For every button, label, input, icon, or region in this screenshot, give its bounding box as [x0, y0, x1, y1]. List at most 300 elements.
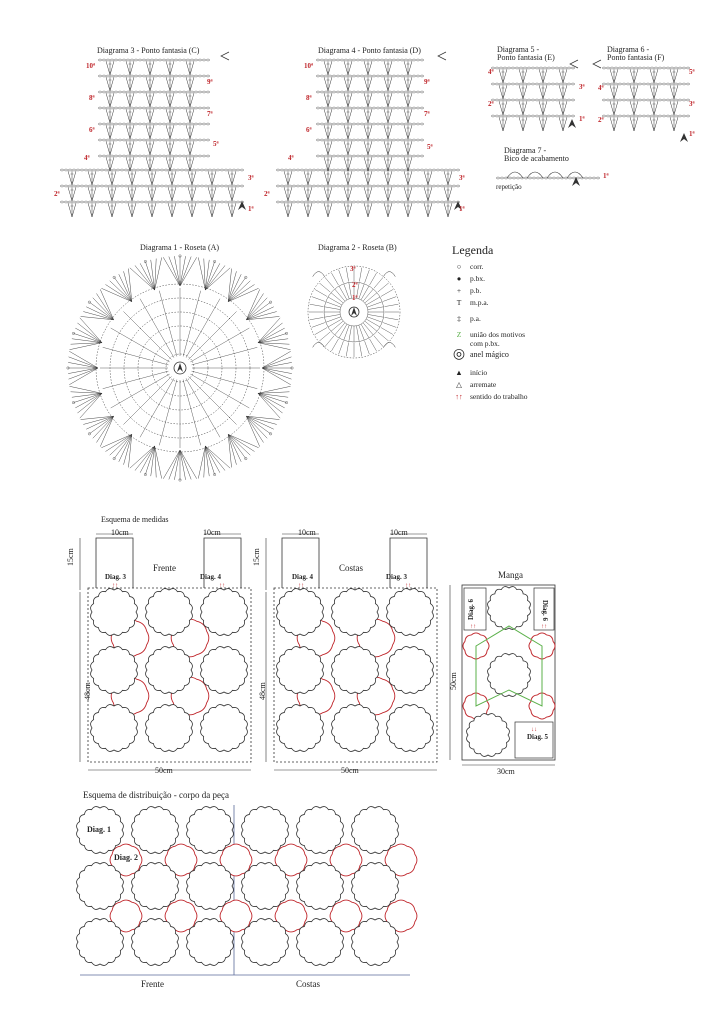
- rosette-a-fan: [72, 393, 102, 397]
- rosette-b-corner: [313, 342, 325, 347]
- diagram-4-chart-base-chain: [328, 185, 331, 187]
- diagram-4-chart-base-stitch: [448, 171, 452, 185]
- diagram-4-chart-chain: [364, 107, 367, 109]
- diagram-3-chart-chain: [142, 59, 145, 61]
- rosette-b-spoke: [326, 302, 341, 307]
- diagram-4-chart-stitch: [408, 109, 412, 123]
- diagram-3-chart-base-chain: [168, 185, 171, 187]
- rosette-a-fan: [228, 434, 231, 467]
- diagram-3-chart-base-chain: [144, 185, 147, 187]
- diagram-7-chain: [560, 177, 563, 179]
- diagram-4-chart-stitch: [364, 93, 368, 107]
- diagram-4-chart-base-stitch: [304, 187, 308, 201]
- diagram-3-chart-chain: [122, 59, 125, 61]
- diagram-7-chain: [532, 177, 535, 179]
- diagram-4-chart-chain: [392, 139, 395, 141]
- distribution-rosette-a: [187, 807, 234, 854]
- diagram-4-chart-chain: [396, 155, 399, 157]
- diagram-3-chart-chain: [106, 91, 109, 93]
- diagram-5-chart-chain: [519, 83, 522, 85]
- diagram-5-chart-stitch: [499, 101, 503, 115]
- d3-row-8: 8ª: [89, 94, 95, 102]
- diagram-3-chart-stitch: [166, 77, 170, 91]
- diagram-3-chart-chain: [138, 139, 141, 141]
- diagram-3-chart-chain: [106, 59, 109, 61]
- rosette-a-fan: [246, 416, 279, 419]
- diagram-4-chart-base-chain: [284, 185, 287, 187]
- diagram-3-chart-chain: [194, 75, 197, 77]
- diagram-4-chart-base-stitch: [444, 203, 448, 217]
- rosette-a-fan: [246, 416, 267, 438]
- diagram-4-chart-stitch: [368, 141, 372, 155]
- diagram-4-chart-stitch: [328, 109, 332, 123]
- diagram-4-chart-base-stitch: [368, 171, 372, 185]
- diagram-5-chart-chain: [531, 115, 534, 117]
- rosette-b-spoke: [366, 319, 380, 327]
- diagram-4-chart-chain: [324, 91, 327, 93]
- diagram-6-chart-stitch: [650, 117, 654, 131]
- diagram-3-chart-chain: [206, 139, 209, 141]
- diagram-4-title: Diagrama 4 - Ponto fantasia (D): [318, 46, 421, 55]
- diagram-3-chart-base-chain: [164, 169, 167, 171]
- diagram-4-chart-chain: [384, 91, 387, 93]
- diagram-3-chart-stitch: [170, 141, 174, 155]
- diagram-4-chart-base-chain: [312, 201, 315, 203]
- diagram-4-chart-base-chain: [436, 201, 439, 203]
- legend-text: arremate: [470, 380, 497, 389]
- diagram-4-chart-base-chain: [424, 201, 427, 203]
- diagram-6-chart-chain: [678, 83, 681, 85]
- diagram-4-chart-stitch: [348, 109, 352, 123]
- diagram-4-chart-stitch: [344, 141, 348, 155]
- diagram-3-chart-chain: [106, 75, 109, 77]
- start-arrow-icon: [572, 177, 580, 186]
- diagram-4-chart-base-stitch: [324, 203, 328, 217]
- diagram-5-chart-chain: [563, 115, 566, 117]
- diagram-3-chart-base-chain: [216, 169, 219, 171]
- diagram-5-chart-chain: [499, 83, 502, 85]
- diagram-3-chart-base-stitch: [108, 171, 112, 185]
- diagram-5-chart-stitch: [499, 117, 503, 131]
- diagram-4-chart-chain: [344, 59, 347, 61]
- diagram-4-chart-chain: [392, 75, 395, 77]
- diagram-4-chart-base-chain: [452, 185, 455, 187]
- diagram-3-chart-base-stitch: [152, 171, 156, 185]
- rosette-a-picot: [113, 276, 115, 278]
- diagram-3-chart-chain: [146, 123, 149, 125]
- diagram-3-chart-base-stitch: [188, 171, 192, 185]
- rosette-a-fan: [93, 416, 114, 438]
- diagram-3-chart-base-chain: [224, 185, 227, 187]
- diagram-3-chart-chain: [182, 59, 185, 61]
- diagram-3-chart-stitch: [190, 93, 194, 107]
- finish-arrow-icon: [593, 60, 601, 68]
- d3-row-5: 5ª: [213, 140, 219, 148]
- diagram-3-chart-chain: [130, 123, 133, 125]
- diagram-3-chart-chain: [202, 155, 205, 157]
- diagram-3-chart-base-chain: [112, 169, 115, 171]
- diagram-4-chart-base-stitch: [364, 203, 368, 217]
- diagram-4-chart-chain: [336, 155, 339, 157]
- rosette-b-spoke: [332, 273, 339, 285]
- rosette-b-spoke: [374, 278, 383, 289]
- diagram-4-chart-base-chain: [316, 185, 319, 187]
- diagram-5-chart-chain: [527, 83, 530, 85]
- diagram-7-chain: [520, 177, 523, 179]
- diagram-6-chart-chain: [622, 115, 625, 117]
- diagram-4-chart-chain: [420, 107, 423, 109]
- rosette-a-fan: [258, 392, 289, 394]
- diagram-3-chart-chain: [206, 155, 209, 157]
- diagram-4-chart-stitch: [344, 77, 348, 91]
- diagram-3-chart-base-stitch: [192, 203, 196, 217]
- diagram-3-chart-base-chain: [156, 201, 159, 203]
- diagram-4-chart-chain: [332, 59, 335, 61]
- diagram-5-chart-chain: [559, 99, 562, 101]
- rosette-a-picot: [213, 260, 215, 262]
- diagram-5-chart-chain: [491, 83, 494, 85]
- diagram-4-chart-base-chain: [432, 201, 435, 203]
- join-icon: Z: [456, 330, 462, 339]
- diagram-3-chart-chain: [170, 139, 173, 141]
- rosette-a-spoke: [123, 311, 171, 359]
- diagram-4-chart-stitch: [408, 93, 412, 107]
- d6-row-2: 2ª: [598, 116, 604, 124]
- diagram-4-chart-base-chain: [280, 185, 283, 187]
- diagram-3-chart-stitch: [146, 125, 150, 139]
- diagram-4-chart-chain: [340, 123, 343, 125]
- start-arrow-icon: [238, 201, 246, 210]
- diagram-4-chart-base-stitch: [384, 187, 388, 201]
- diagram-3-chart-stitch: [186, 125, 190, 139]
- diagram-4-chart-stitch: [324, 77, 328, 91]
- diagram-3-chart-stitch: [106, 109, 110, 123]
- diagram-4-chart-chain: [388, 107, 391, 109]
- diagram-3-chart-chain: [98, 155, 101, 157]
- diagram-3-chart-base-chain: [224, 201, 227, 203]
- diagram-3-chart-chain: [126, 139, 129, 141]
- rosette-b-spoke: [320, 283, 331, 292]
- diagram-4-chart-base-stitch: [428, 171, 432, 185]
- diagram-3-chart-chain: [146, 139, 149, 141]
- d6-row-1: 1ª: [689, 130, 695, 138]
- rosette-b-spoke: [339, 286, 347, 300]
- diagram-5-chart-chain: [507, 83, 510, 85]
- diagram-3-chart-base-chain: [212, 185, 215, 187]
- diagram-3-chart-base-chain: [220, 201, 223, 203]
- diagram-4-chart-base-stitch: [304, 203, 308, 217]
- d3-row-10: 10ª: [86, 62, 96, 70]
- d3-row-6: 6ª: [89, 126, 95, 134]
- diagram-3-chart-chain: [138, 75, 141, 77]
- diagram-6-title-line1: Diagrama 6 -: [607, 45, 650, 54]
- diagram-4-chart-stitch: [348, 141, 352, 155]
- rosette-b-spoke: [361, 324, 369, 338]
- half-double-icon: T: [456, 298, 462, 307]
- diagram-3-chart-chain: [126, 107, 129, 109]
- rosette-b-spoke: [332, 339, 339, 351]
- d5-row-4: 4ª: [488, 68, 494, 76]
- diagram-6-chart-chain: [610, 115, 613, 117]
- diagram-6-chart-stitch: [634, 101, 638, 115]
- measures-title: Esquema de medidas: [101, 515, 169, 524]
- diagram-3-chart-chain: [142, 139, 145, 141]
- diagram-6-chart-chain: [650, 67, 653, 69]
- diagram-3-chart-base-chain: [148, 185, 151, 187]
- diagram-5-chart-chain: [571, 83, 574, 85]
- rosette-b-spoke: [310, 304, 324, 306]
- diagram-3-chart-base-chain: [68, 185, 71, 187]
- diagram-4-chart-chain: [320, 59, 323, 61]
- diagram-3-chart-stitch: [130, 61, 134, 75]
- diagram-5-chart-chain: [495, 67, 498, 69]
- manga-diag-6-left: Diag. 6: [467, 599, 475, 620]
- rosette-a-fan: [151, 446, 155, 476]
- diagram-4-chart-chain: [368, 123, 371, 125]
- diagram-3-chart-chain: [190, 75, 193, 77]
- diagram-3-chart-base-stitch: [128, 187, 132, 201]
- diagram-4-chart-chain: [380, 155, 383, 157]
- distribution-frente: Frente: [141, 979, 164, 989]
- diagram-3-chart-base-stitch: [228, 187, 232, 201]
- rosette-a-fan: [81, 416, 114, 419]
- diagram-5-chart-chain: [507, 115, 510, 117]
- diagram-4-chart-base-chain: [380, 201, 383, 203]
- diagram-4-chart-base-stitch: [404, 203, 408, 217]
- diagram-4-chart-base-chain: [420, 169, 423, 171]
- diagram-4-chart-base-chain: [420, 201, 423, 203]
- diagram-3-chart-chain: [130, 91, 133, 93]
- frente-panel-rosette-a: [201, 705, 248, 752]
- diagram-4-chart-base-chain: [452, 169, 455, 171]
- diagram-5-chart-chain: [507, 99, 510, 101]
- diagram-4-chart-base-chain: [456, 169, 459, 171]
- legend-item-double-crochet: [452, 314, 528, 330]
- magic-ring-icon: ◎: [452, 347, 466, 362]
- diagram-4-chart-base-chain: [456, 185, 459, 187]
- rosette-b-spoke: [320, 332, 331, 341]
- diagram-4-chart-base-chain: [340, 169, 343, 171]
- diagram-7-chain: [540, 177, 543, 179]
- diagram-5-chart-chain: [499, 99, 502, 101]
- diagram-6-chart-stitch: [634, 117, 638, 131]
- diagram-4-chart-chain: [340, 155, 343, 157]
- rosette-a-fan: [69, 357, 98, 368]
- diagram-3-chart-base-chain: [232, 169, 235, 171]
- diagram-6-chart-stitch: [610, 117, 614, 131]
- diagram-3-chart-base-chain: [116, 201, 119, 203]
- diagram-4-chart-base-stitch: [444, 187, 448, 201]
- diagram-3-chart-chain: [162, 139, 165, 141]
- diagram-4-chart-base-chain: [400, 169, 403, 171]
- diagram-7-chain: [576, 177, 579, 179]
- diagram-3-chart-chain: [178, 91, 181, 93]
- costas-neck-width-right: 10cm: [390, 528, 408, 537]
- diagram-3-chart-base-chain: [192, 169, 195, 171]
- diagram-4-chart-stitch: [368, 77, 372, 91]
- rosette-b-spoke: [325, 278, 334, 289]
- diagram-4-chart-chain: [368, 75, 371, 77]
- diagram-4-chart-chain: [316, 123, 319, 125]
- rosette-a-fan: [205, 260, 209, 290]
- direction-icon: ↑↑: [455, 392, 463, 401]
- diagram-3-chart-chain: [110, 107, 113, 109]
- diagram-4-chart-chain: [336, 59, 339, 61]
- diagram-4-chart-chain: [392, 107, 395, 109]
- distribution-title: Esquema de distribuição - corpo da peça: [83, 790, 229, 800]
- diagram-4-chart-stitch: [384, 125, 388, 139]
- diagram-3-chart-chain: [186, 123, 189, 125]
- diagram-3-chart-chain: [114, 59, 117, 61]
- diagram-3-chart-base-chain: [76, 185, 79, 187]
- diagram-4-chart-chain: [360, 155, 363, 157]
- diagram-4-chart-base-chain: [388, 201, 391, 203]
- diagram-5-chart-chain: [555, 67, 558, 69]
- diagram-3-chart-chain: [154, 123, 157, 125]
- diagram-3-chart-chain: [102, 123, 105, 125]
- diagram-4-chart-chain: [412, 75, 415, 77]
- diagram-3-chart-base-stitch: [132, 187, 136, 201]
- diagram-4-chart-chain: [352, 139, 355, 141]
- diagram-3-chart-chain: [182, 139, 185, 141]
- diagram-4-chart-base-stitch: [404, 171, 408, 185]
- diagram-4-chart-chain: [412, 123, 415, 125]
- diagram-4-chart-chain: [352, 91, 355, 93]
- rosette-b-spoke: [315, 328, 327, 335]
- rosette-a-spoke: [192, 371, 258, 389]
- diagram-3-chart-chain: [134, 91, 137, 93]
- diagram-3-chart-chain: [174, 75, 177, 77]
- start-arrow-icon: [680, 133, 688, 142]
- diagram-3-chart-stitch: [126, 109, 130, 123]
- diagram-5-chart-chain: [547, 99, 550, 101]
- diagram-5-chart-chain: [551, 83, 554, 85]
- diagram-6-chart-chain: [666, 115, 669, 117]
- diagram-4-chart-chain: [372, 75, 375, 77]
- diagram-4-chart-base-stitch: [448, 203, 452, 217]
- legend-item-single-crochet: [452, 286, 528, 298]
- rosette-b-spoke: [335, 323, 345, 335]
- diagram-3-chart-chain: [170, 123, 173, 125]
- finish-arrow-icon: [438, 52, 446, 60]
- diagram-3-chart-base-chain: [88, 169, 91, 171]
- diagram-4-chart-chain: [400, 139, 403, 141]
- rosette-a-fan: [258, 339, 288, 343]
- diagram-4-chart-stitch: [368, 109, 372, 123]
- diagram-4-chart-base-stitch: [384, 171, 388, 185]
- diagram-4-chart-base-chain: [320, 201, 323, 203]
- diagram-4-chart-base-chain: [356, 185, 359, 187]
- diagram-3-chart-base-stitch: [88, 187, 92, 201]
- manga-rosette-a: [488, 587, 531, 630]
- diagram-6-chart-chain: [634, 115, 637, 117]
- diagram-5-chart-chain: [567, 83, 570, 85]
- diagram-3-chart-base-chain: [148, 201, 151, 203]
- diagram-4-chart-chain: [380, 59, 383, 61]
- diagram-4-chart-base-chain: [300, 201, 303, 203]
- diagram-3-chart-chain: [146, 155, 149, 157]
- diagram-4-chart-base-chain: [328, 169, 331, 171]
- manga-height-50: 50cm: [449, 672, 458, 690]
- diagram-6-chart-chain: [614, 115, 617, 117]
- diagram-5-chart-chain: [563, 83, 566, 85]
- diagram-6-chart-stitch: [634, 69, 638, 83]
- diagram-5-chart-chain: [571, 67, 574, 69]
- diagram-3-chart-base-chain: [92, 169, 95, 171]
- diagram-5-chart-chain: [523, 115, 526, 117]
- diagram-3-chart-base-chain: [196, 201, 199, 203]
- rosette-a-fan: [180, 257, 191, 286]
- diagram-3-chart-chain: [126, 91, 129, 93]
- diagram-3-chart-base-stitch: [188, 187, 192, 201]
- diagram-4-chart-base-chain: [300, 169, 303, 171]
- diagram-3-chart-base-stitch: [192, 187, 196, 201]
- d2-row-1: 1ª: [352, 294, 358, 302]
- diagram-5-chart-stitch: [519, 69, 523, 83]
- rosette-a-fan: [70, 343, 103, 350]
- diagram-3-chart-chain: [122, 91, 125, 93]
- diagram-3-chart-stitch: [110, 93, 114, 107]
- diagram-6-chart-chain: [610, 83, 613, 85]
- diagram-3-chart-chain: [150, 75, 153, 77]
- diagram-6-chart-chain: [610, 67, 613, 69]
- diagram-3-chart-chain: [194, 59, 197, 61]
- legend: [452, 243, 528, 404]
- diagram-6-chart-stitch: [674, 85, 678, 99]
- d6-row-3: 3ª: [689, 100, 695, 108]
- rosette-a-spoke: [190, 328, 249, 362]
- diagram-3-chart-base-chain: [204, 185, 207, 187]
- diagram-4-chart-base-chain: [384, 185, 387, 187]
- diagram-4-chart-base-chain: [276, 169, 279, 171]
- diagram-5-chart-chain: [571, 115, 574, 117]
- diagram-6-chart-stitch: [630, 117, 634, 131]
- diagram-3-chart-base-chain: [128, 201, 131, 203]
- rosette-a-fan: [258, 343, 289, 345]
- diagram-3-chart-stitch: [150, 61, 154, 75]
- diagram-4-chart-base-stitch: [428, 187, 432, 201]
- diagram-6-chart-chain: [606, 115, 609, 117]
- diagram-7-chain: [592, 177, 595, 179]
- diagram-4-chart-base-chain: [336, 201, 339, 203]
- diagram-5-chart-chain: [539, 83, 542, 85]
- diagram-4-chart-chain: [372, 139, 375, 141]
- diagram-5-chart-chain: [535, 67, 538, 69]
- diagram-7-chain: [568, 177, 571, 179]
- diagram-6-chart-chain: [638, 67, 641, 69]
- diagram-4-chart-chain: [348, 107, 351, 109]
- rosette-a-spoke: [140, 378, 174, 437]
- diagram-3-chart-base-stitch: [192, 171, 196, 185]
- diagram-3-chart-chain: [114, 107, 117, 109]
- diagram-3-chart-chain: [154, 59, 157, 61]
- rosette-b-spoke: [365, 321, 377, 331]
- diagram-3-chart-chain: [162, 75, 165, 77]
- legend-text: corr.: [470, 262, 484, 271]
- diagram-3-chart-base-chain: [180, 201, 183, 203]
- d4-row-8: 8ª: [306, 94, 312, 102]
- diagram-4-chart-stitch: [348, 77, 352, 91]
- diagram-4-chart-chain: [400, 75, 403, 77]
- manga-direction-arrows: ↓↓: [531, 727, 537, 733]
- diagram-3-chart-base-chain: [224, 169, 227, 171]
- diagram-4-chart-chain: [340, 75, 343, 77]
- diagram-5-chart-chain: [543, 67, 546, 69]
- diagram-4-chart-base-chain: [396, 185, 399, 187]
- single-crochet-icon: +: [456, 286, 462, 295]
- rosette-a-fan: [205, 265, 225, 290]
- diagram-4-chart-base-stitch: [284, 187, 288, 201]
